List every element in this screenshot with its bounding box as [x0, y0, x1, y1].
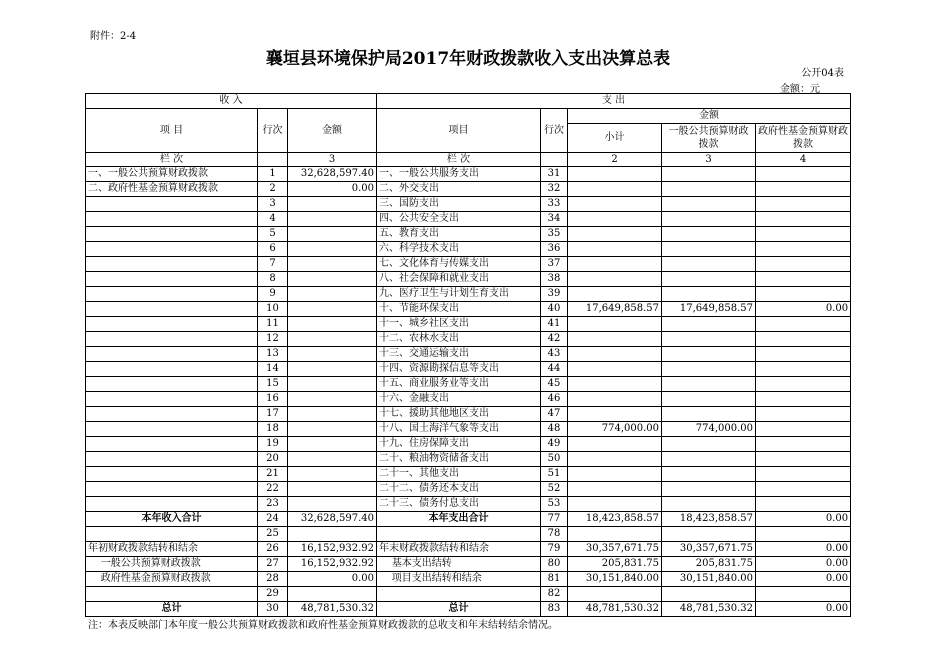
- expense-line-no: 52: [541, 482, 568, 497]
- income-item: [86, 317, 258, 332]
- budget-table: [85, 93, 851, 617]
- expense-subtotal: [568, 407, 662, 422]
- expense-general: [662, 272, 756, 287]
- income-item: [86, 272, 258, 287]
- expense-general: [662, 287, 756, 302]
- col-number-4: 4: [756, 153, 851, 167]
- table-row: [86, 602, 851, 617]
- income-amount-header: 金额: [288, 109, 377, 153]
- expense-subtotal: [568, 527, 662, 542]
- expense-general: [662, 317, 756, 332]
- expense-general: 205,831.75: [662, 557, 756, 572]
- income-line-no: 3: [258, 197, 288, 212]
- table-row: [86, 467, 851, 482]
- table-row: [86, 182, 851, 197]
- expense-general: 30,357,671.75: [662, 542, 756, 557]
- income-amount: [288, 332, 377, 347]
- expense-fund: [756, 182, 851, 197]
- expense-fund: 0.00: [756, 602, 851, 617]
- expense-line-no: 39: [541, 287, 568, 302]
- expense-item: 十、节能环保支出: [377, 302, 541, 317]
- expense-fund: [756, 467, 851, 482]
- income-line-no: 10: [258, 302, 288, 317]
- income-item: [86, 452, 258, 467]
- expense-subtotal: [568, 452, 662, 467]
- expense-item: 二十三、债务付息支出: [377, 497, 541, 512]
- col-number-3: 3: [288, 153, 377, 167]
- income-line-no: 23: [258, 497, 288, 512]
- empty-cell: [258, 153, 288, 167]
- income-amount: [288, 362, 377, 377]
- income-item: [86, 332, 258, 347]
- expense-subtotal: [568, 437, 662, 452]
- income-amount: [288, 422, 377, 437]
- income-amount: 32,628,597.40: [288, 167, 377, 182]
- expense-fund: [756, 227, 851, 242]
- income-item: [86, 392, 258, 407]
- expense-line-no: 83: [541, 602, 568, 617]
- income-amount: 48,781,530.32: [288, 602, 377, 617]
- income-amount: 32,628,597.40: [288, 512, 377, 527]
- expense-subtotal: [568, 287, 662, 302]
- expense-line-no: 43: [541, 347, 568, 362]
- expense-line-no: 32: [541, 182, 568, 197]
- col-number-2: 2: [568, 153, 662, 167]
- table-row: [86, 587, 851, 602]
- expense-item: 项目支出结转和结余: [377, 572, 541, 587]
- general-budget-header: 一般公共预算财政拨款: [662, 124, 756, 153]
- expense-general: [662, 182, 756, 197]
- income-line-no: 22: [258, 482, 288, 497]
- expense-item: 基本支出结转: [377, 557, 541, 572]
- expense-subtotal: 30,357,671.75: [568, 542, 662, 557]
- expense-general: [662, 482, 756, 497]
- income-item: 二、政府性基金预算财政拨款: [86, 182, 258, 197]
- expense-fund: [756, 242, 851, 257]
- expense-item: 四、公共安全支出: [377, 212, 541, 227]
- expense-line-no: 38: [541, 272, 568, 287]
- expense-general: [662, 212, 756, 227]
- income-line-no: 25: [258, 527, 288, 542]
- expense-line-no: 80: [541, 557, 568, 572]
- expense-subtotal: [568, 197, 662, 212]
- income-item: [86, 347, 258, 362]
- expense-fund: [756, 257, 851, 272]
- income-amount: [288, 302, 377, 317]
- col-number-3b: 3: [662, 153, 756, 167]
- expense-item: 年末财政拨款结转和结余: [377, 542, 541, 557]
- expense-general: [662, 347, 756, 362]
- expense-subtotal: 30,151,840.00: [568, 572, 662, 587]
- expense-fund: [756, 347, 851, 362]
- income-line-no: 16: [258, 392, 288, 407]
- expense-fund: 0.00: [756, 542, 851, 557]
- expense-item: 九、医疗卫生与计划生育支出: [377, 287, 541, 302]
- expense-line-no: 36: [541, 242, 568, 257]
- expense-item: 二十、粮油物资储备支出: [377, 452, 541, 467]
- income-amount: [288, 407, 377, 422]
- expense-general: [662, 362, 756, 377]
- income-amount: [288, 272, 377, 287]
- income-amount: 0.00: [288, 182, 377, 197]
- expense-general: [662, 467, 756, 482]
- table-row: [86, 302, 851, 317]
- income-line-no: 8: [258, 272, 288, 287]
- expense-subtotal: 205,831.75: [568, 557, 662, 572]
- expense-fund: [756, 437, 851, 452]
- table-row: [86, 287, 851, 302]
- expense-subtotal: [568, 317, 662, 332]
- expense-item: 一、一般公共服务支出: [377, 167, 541, 182]
- expense-fund: [756, 317, 851, 332]
- expense-header: 支 出: [377, 94, 851, 109]
- expense-line-no: 81: [541, 572, 568, 587]
- table-row: [86, 542, 851, 557]
- income-item: [86, 422, 258, 437]
- income-line-no: 5: [258, 227, 288, 242]
- expense-item: 二十一、其他支出: [377, 467, 541, 482]
- expense-line-no: 37: [541, 257, 568, 272]
- income-line-no: 20: [258, 452, 288, 467]
- income-item: [86, 437, 258, 452]
- table-row: [86, 377, 851, 392]
- expense-item: 十三、交通运输支出: [377, 347, 541, 362]
- expense-general: [662, 392, 756, 407]
- income-item: [86, 287, 258, 302]
- income-amount: [288, 287, 377, 302]
- expense-item: 八、社会保障和就业支出: [377, 272, 541, 287]
- expense-general: [662, 332, 756, 347]
- table-row: [86, 212, 851, 227]
- income-item: [86, 482, 258, 497]
- expense-item: 十七、援助其他地区支出: [377, 407, 541, 422]
- income-line-no: 12: [258, 332, 288, 347]
- table-row: [86, 257, 851, 272]
- income-line-no: 6: [258, 242, 288, 257]
- expense-fund: [756, 527, 851, 542]
- expense-fund: [756, 332, 851, 347]
- expense-fund: [756, 422, 851, 437]
- table-row: [86, 347, 851, 362]
- table-row: [86, 317, 851, 332]
- table-row: [86, 392, 851, 407]
- expense-general: [662, 437, 756, 452]
- income-amount: [288, 527, 377, 542]
- income-amount: [288, 377, 377, 392]
- income-line-no: 2: [258, 182, 288, 197]
- table-row: [86, 167, 851, 182]
- expense-item: 十六、金融支出: [377, 392, 541, 407]
- expense-fund: [756, 377, 851, 392]
- expense-line-no: 46: [541, 392, 568, 407]
- income-item: [86, 497, 258, 512]
- expense-general: [662, 167, 756, 182]
- col-label-income: 栏 次: [86, 153, 258, 167]
- table-row: [86, 557, 851, 572]
- expense-general: 30,151,840.00: [662, 572, 756, 587]
- table-row: [86, 572, 851, 587]
- expense-item: 五、教育支出: [377, 227, 541, 242]
- expense-general: [662, 227, 756, 242]
- income-line-no: 21: [258, 467, 288, 482]
- table-row: [86, 437, 851, 452]
- income-line-no: 26: [258, 542, 288, 557]
- income-amount: 0.00: [288, 572, 377, 587]
- expense-fund: [756, 407, 851, 422]
- expense-fund: 0.00: [756, 557, 851, 572]
- expense-subtotal: [568, 377, 662, 392]
- expense-line-no: 77: [541, 512, 568, 527]
- table-row: [86, 332, 851, 347]
- income-amount: [288, 452, 377, 467]
- expense-item: 十九、住房保障支出: [377, 437, 541, 452]
- income-amount: [288, 497, 377, 512]
- income-amount: [288, 467, 377, 482]
- expense-fund: [756, 287, 851, 302]
- expense-amount-header: 金额: [568, 109, 851, 124]
- income-amount: 16,152,932.92: [288, 557, 377, 572]
- expense-subtotal: [568, 332, 662, 347]
- table-row: [86, 197, 851, 212]
- table-row: [86, 527, 851, 542]
- income-amount: [288, 587, 377, 602]
- expense-line-no: 47: [541, 407, 568, 422]
- table-row: [86, 362, 851, 377]
- income-line-no: 1: [258, 167, 288, 182]
- income-item: [86, 587, 258, 602]
- expense-subtotal: [568, 467, 662, 482]
- expense-subtotal: 17,649,858.57: [568, 302, 662, 317]
- expense-line-no: 53: [541, 497, 568, 512]
- income-item: 年初财政拨款结转和结余: [86, 542, 258, 557]
- expense-general: [662, 497, 756, 512]
- expense-line-no: 33: [541, 197, 568, 212]
- expense-general: [662, 242, 756, 257]
- expense-subtotal: [568, 392, 662, 407]
- col-label-expense: 栏 次: [377, 153, 541, 167]
- expense-fund: 0.00: [756, 512, 851, 527]
- table-row: [86, 512, 851, 527]
- expense-item: 六、科学技术支出: [377, 242, 541, 257]
- expense-subtotal: [568, 587, 662, 602]
- fund-budget-header: 政府性基金预算财政拨款: [756, 124, 851, 153]
- income-item: [86, 212, 258, 227]
- expense-line-no: 45: [541, 377, 568, 392]
- income-amount: [288, 197, 377, 212]
- expense-line-no: 82: [541, 587, 568, 602]
- expense-item: 七、文化体育与传媒支出: [377, 257, 541, 272]
- income-item: [86, 197, 258, 212]
- expense-line-no: 31: [541, 167, 568, 182]
- expense-item: [377, 527, 541, 542]
- expense-fund: [756, 587, 851, 602]
- expense-fund: [756, 212, 851, 227]
- subtotal-header: 小计: [568, 124, 662, 153]
- income-line-no: 18: [258, 422, 288, 437]
- income-item: [86, 242, 258, 257]
- expense-subtotal: [568, 182, 662, 197]
- income-item: [86, 377, 258, 392]
- expense-general: [662, 377, 756, 392]
- expense-general: [662, 407, 756, 422]
- income-line-no: 28: [258, 572, 288, 587]
- expense-item: 十二、农林水支出: [377, 332, 541, 347]
- income-item: [86, 257, 258, 272]
- income-line-no: 30: [258, 602, 288, 617]
- expense-general: [662, 452, 756, 467]
- expense-subtotal: 18,423,858.57: [568, 512, 662, 527]
- income-line-no: 17: [258, 407, 288, 422]
- income-amount: [288, 257, 377, 272]
- income-line-no: 27: [258, 557, 288, 572]
- expense-subtotal: [568, 167, 662, 182]
- table-row: [86, 272, 851, 287]
- income-line-header: 行次: [258, 109, 288, 153]
- income-item: [86, 362, 258, 377]
- income-amount: [288, 392, 377, 407]
- expense-subtotal: [568, 242, 662, 257]
- expense-item: 二十二、债务还本支出: [377, 482, 541, 497]
- expense-subtotal: [568, 212, 662, 227]
- expense-item: 十四、资源勘探信息等支出: [377, 362, 541, 377]
- expense-subtotal: [568, 347, 662, 362]
- expense-subtotal: [568, 482, 662, 497]
- income-amount: 16,152,932.92: [288, 542, 377, 557]
- table-row: [86, 407, 851, 422]
- income-item: [86, 407, 258, 422]
- income-line-no: 24: [258, 512, 288, 527]
- expense-line-no: 40: [541, 302, 568, 317]
- expense-item: 本年支出合计: [377, 512, 541, 527]
- expense-line-no: 41: [541, 317, 568, 332]
- income-amount: [288, 482, 377, 497]
- expense-subtotal: 48,781,530.32: [568, 602, 662, 617]
- table-row: [86, 482, 851, 497]
- expense-general: [662, 257, 756, 272]
- expense-line-no: 50: [541, 452, 568, 467]
- income-item: [86, 302, 258, 317]
- expense-subtotal: [568, 362, 662, 377]
- income-amount: [288, 317, 377, 332]
- expense-line-no: 44: [541, 362, 568, 377]
- income-item: 一般公共预算财政拨款: [86, 557, 258, 572]
- expense-fund: [756, 392, 851, 407]
- table-row: [86, 452, 851, 467]
- income-line-no: 15: [258, 377, 288, 392]
- expense-subtotal: 774,000.00: [568, 422, 662, 437]
- expense-fund: [756, 167, 851, 182]
- form-number: 公开04表: [801, 68, 844, 79]
- income-line-no: 19: [258, 437, 288, 452]
- report-title: 襄垣县环境保护局2017年财政拨款收入支出决算总表: [265, 49, 671, 69]
- table-row: [86, 422, 851, 437]
- expense-general: [662, 197, 756, 212]
- income-line-no: 7: [258, 257, 288, 272]
- expense-item: 三、国防支出: [377, 197, 541, 212]
- expense-subtotal: [568, 257, 662, 272]
- expense-item: 十一、城乡社区支出: [377, 317, 541, 332]
- expense-fund: [756, 362, 851, 377]
- expense-fund: [756, 482, 851, 497]
- income-amount: [288, 227, 377, 242]
- table-row: [86, 227, 851, 242]
- income-line-no: 13: [258, 347, 288, 362]
- expense-line-header: 行次: [541, 109, 568, 153]
- expense-fund: [756, 452, 851, 467]
- expense-item: 总计: [377, 602, 541, 617]
- income-item-header: 项 目: [86, 109, 258, 153]
- income-item: [86, 467, 258, 482]
- income-item: 政府性基金预算财政拨款: [86, 572, 258, 587]
- expense-subtotal: [568, 272, 662, 287]
- income-line-no: 14: [258, 362, 288, 377]
- empty-cell: [541, 153, 568, 167]
- expense-line-no: 35: [541, 227, 568, 242]
- expense-line-no: 49: [541, 437, 568, 452]
- expense-fund: 0.00: [756, 572, 851, 587]
- income-amount: [288, 437, 377, 452]
- expense-general: 18,423,858.57: [662, 512, 756, 527]
- expense-line-no: 79: [541, 542, 568, 557]
- expense-item: 十五、商业服务业等支出: [377, 377, 541, 392]
- expense-fund: [756, 497, 851, 512]
- expense-subtotal: [568, 497, 662, 512]
- expense-fund: 0.00: [756, 302, 851, 317]
- attachment-label: 附件：2-4: [90, 31, 137, 42]
- expense-line-no: 78: [541, 527, 568, 542]
- expense-fund: [756, 197, 851, 212]
- income-line-no: 9: [258, 287, 288, 302]
- expense-fund: [756, 272, 851, 287]
- income-amount: [288, 242, 377, 257]
- expense-general: [662, 527, 756, 542]
- income-item: 一、一般公共预算财政拨款: [86, 167, 258, 182]
- footnote: 注：本表反映部门本年度一般公共预算财政拨款和政府性基金预算财政拨款的总收支和年末结转结余情况。: [88, 620, 558, 631]
- unit-label: 金额：元: [780, 84, 820, 95]
- expense-item-header: 项目: [377, 109, 541, 153]
- income-header: 收 入: [86, 94, 377, 109]
- income-line-no: 29: [258, 587, 288, 602]
- expense-line-no: 42: [541, 332, 568, 347]
- income-amount: [288, 347, 377, 362]
- expense-line-no: 34: [541, 212, 568, 227]
- expense-item: 十八、国土海洋气象等支出: [377, 422, 541, 437]
- expense-line-no: 48: [541, 422, 568, 437]
- income-amount: [288, 212, 377, 227]
- income-item: 总计: [86, 602, 258, 617]
- expense-subtotal: [568, 227, 662, 242]
- expense-general: 774,000.00: [662, 422, 756, 437]
- income-item: [86, 527, 258, 542]
- income-line-no: 4: [258, 212, 288, 227]
- table-row: [86, 497, 851, 512]
- expense-general: 17,649,858.57: [662, 302, 756, 317]
- expense-line-no: 51: [541, 467, 568, 482]
- table-row: [86, 242, 851, 257]
- expense-item: [377, 587, 541, 602]
- income-item: [86, 227, 258, 242]
- expense-general: [662, 587, 756, 602]
- income-line-no: 11: [258, 317, 288, 332]
- expense-item: 二、外交支出: [377, 182, 541, 197]
- expense-general: 48,781,530.32: [662, 602, 756, 617]
- income-item: 本年收入合计: [86, 512, 258, 527]
